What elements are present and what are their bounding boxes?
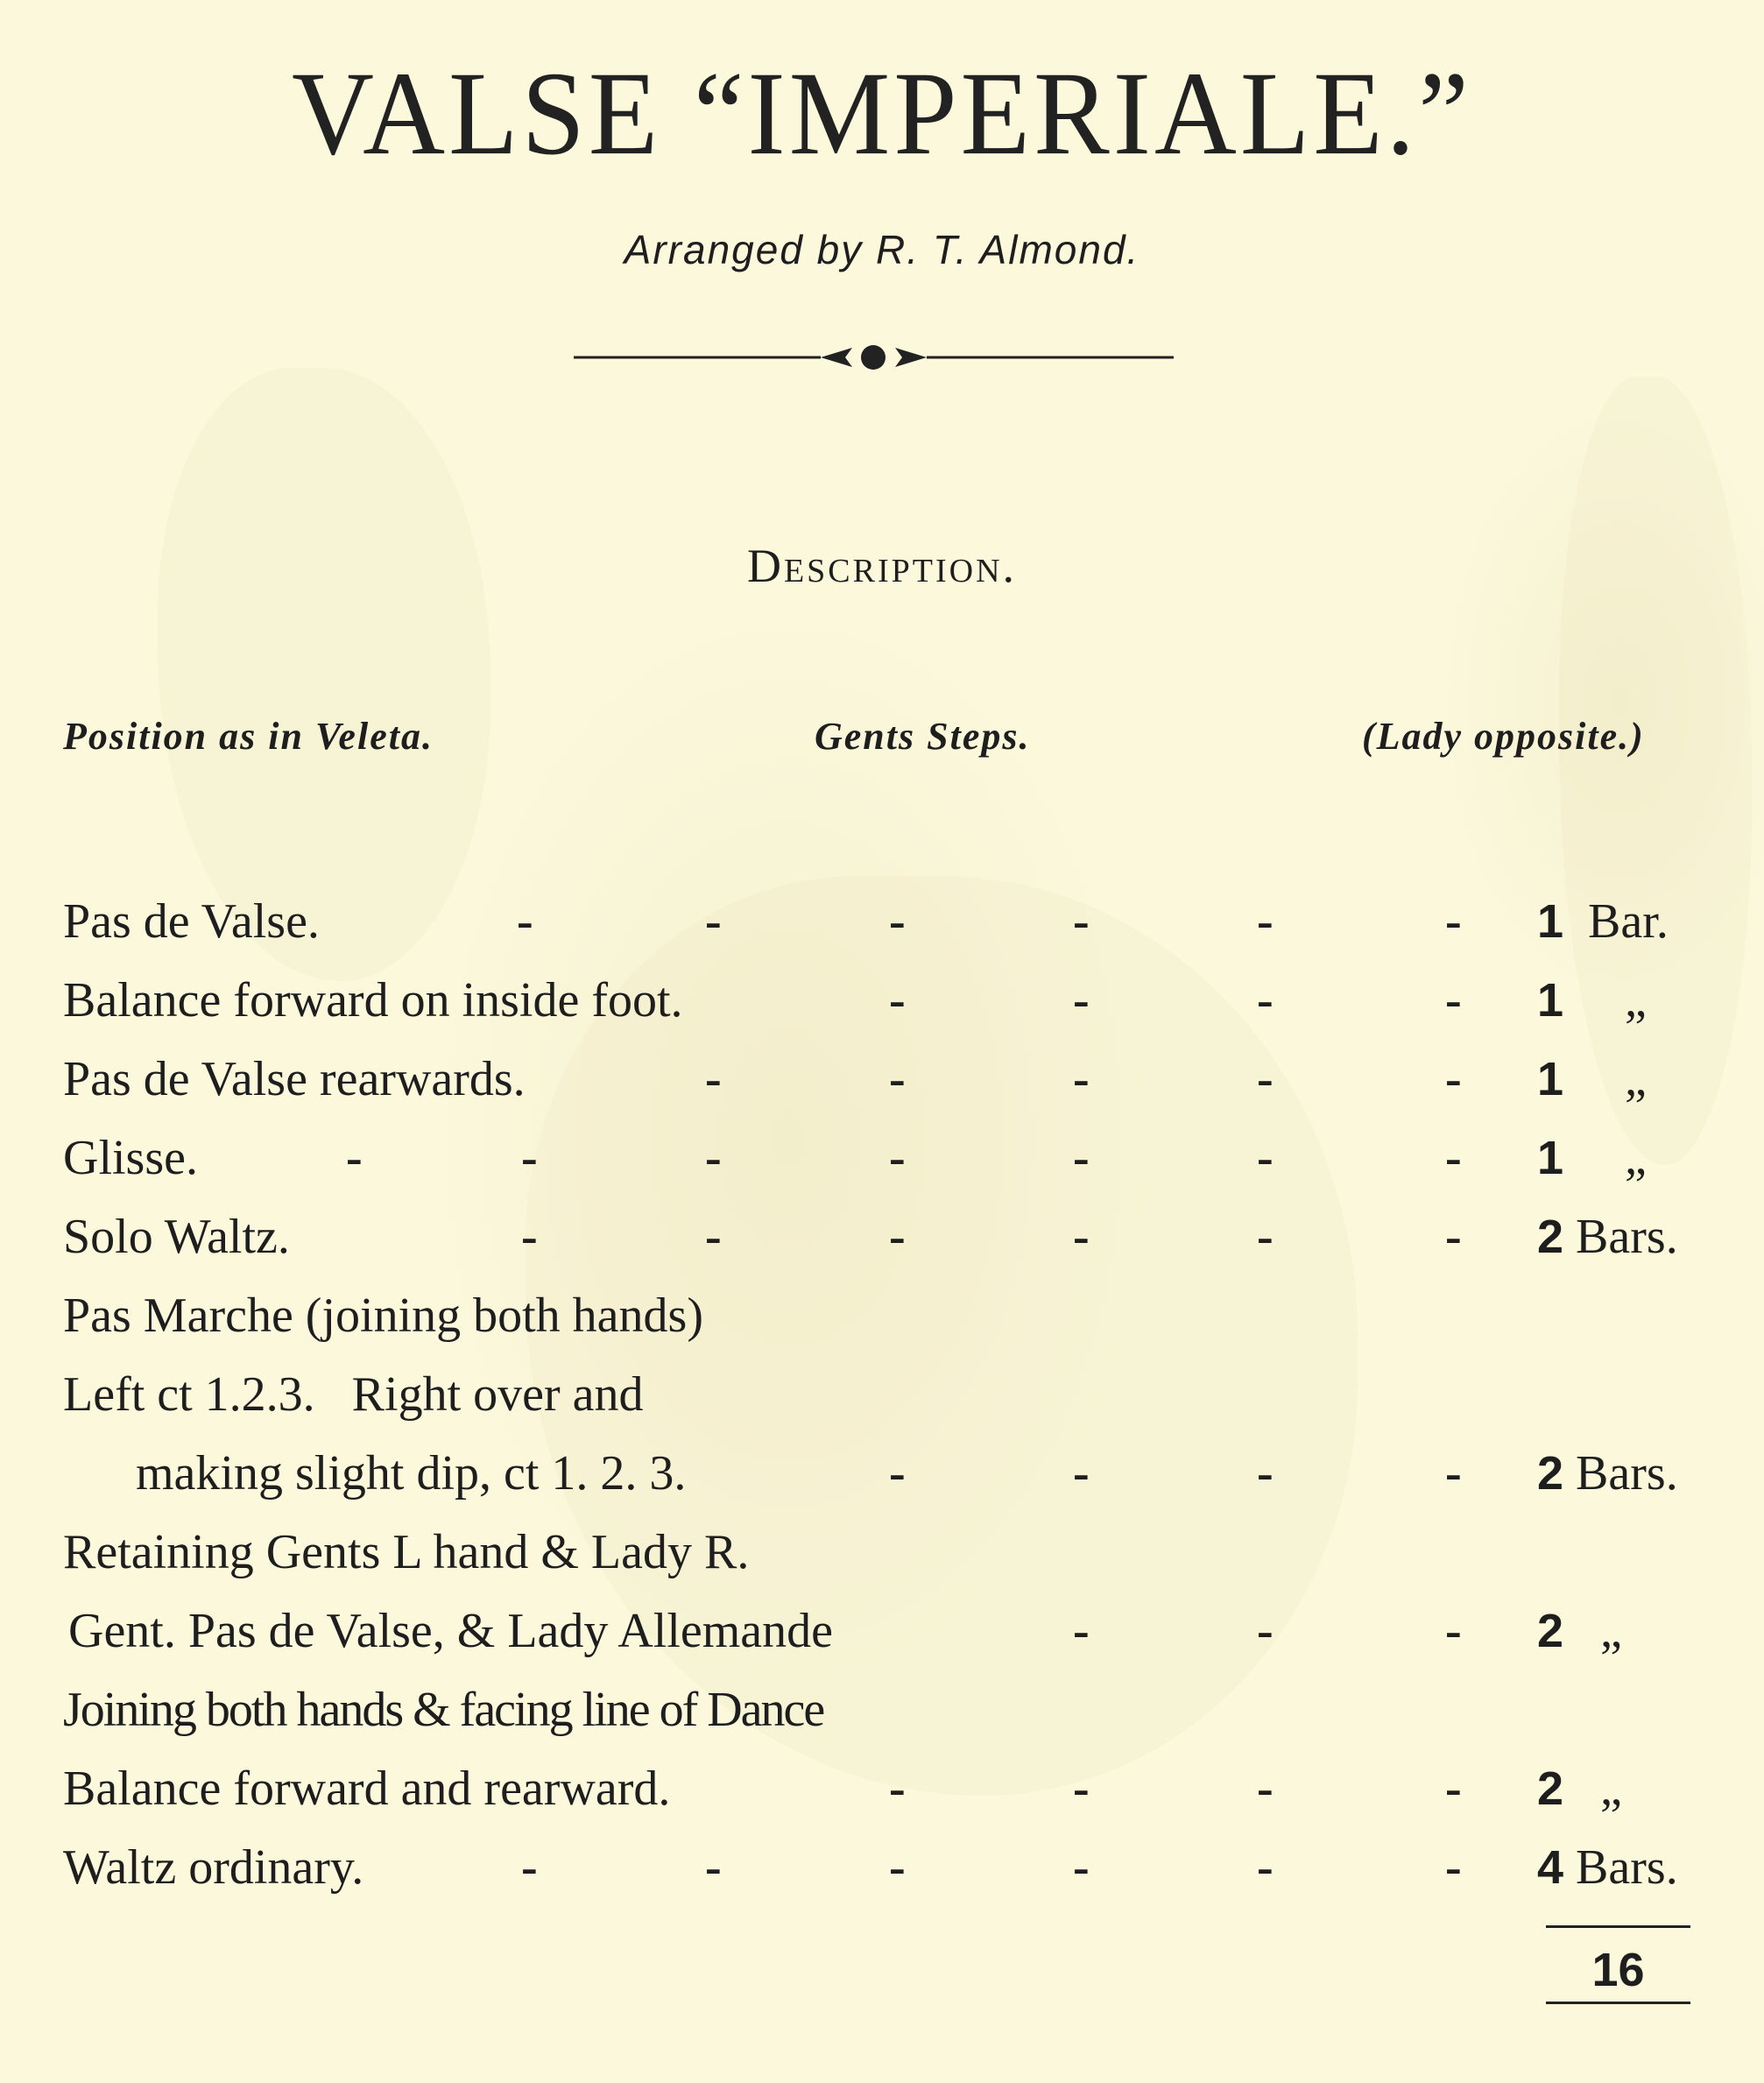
bar-count: 4 Bars.: [1537, 1840, 1678, 1895]
step-row: [0, 1288, 1764, 1358]
ornament-divider-icon: [574, 335, 1174, 379]
leader-dash: -: [1257, 1446, 1274, 1500]
step-row: [0, 1524, 1764, 1594]
step-row: [0, 1603, 1764, 1673]
bar-count: 2 „: [1537, 1604, 1622, 1658]
leader-dash: -: [705, 1840, 722, 1895]
step-row: [0, 1051, 1764, 1121]
step-row: [0, 1682, 1764, 1752]
leader-dash: -: [346, 1131, 363, 1185]
leader-dash: -: [889, 1840, 906, 1895]
step-description: Pas Marche (joining both hands): [63, 1289, 703, 1343]
leader-dash: -: [1073, 1604, 1090, 1658]
leader-dash: -: [705, 1052, 722, 1106]
column-header-position: Position as in Veleta.: [63, 715, 434, 758]
leader-dash: -: [889, 973, 906, 1027]
step-row: [0, 1366, 1764, 1437]
leader-dash: -: [1257, 1131, 1274, 1185]
background-figure-shadow: [158, 368, 490, 981]
leader-dash: -: [1445, 1762, 1462, 1816]
step-description: Balance forward and rearward.: [63, 1762, 671, 1816]
section-heading: Description.: [746, 540, 1018, 592]
leader-dash: -: [1257, 1604, 1274, 1658]
bar-count: 2 Bars.: [1537, 1446, 1678, 1500]
leader-dash: -: [1073, 1052, 1090, 1106]
bar-count: 1 „: [1537, 973, 1647, 1027]
leader-dash: -: [1445, 1131, 1462, 1185]
background-figure-shadow: [1559, 377, 1752, 1165]
leader-dash: -: [889, 1052, 906, 1106]
leader-dash: -: [1073, 894, 1090, 949]
leader-dash: -: [1445, 973, 1462, 1027]
leader-dash: -: [705, 894, 722, 949]
step-description: Waltz ordinary.: [63, 1840, 364, 1895]
step-row: [0, 893, 1764, 964]
leader-dash: -: [521, 1131, 538, 1185]
bar-count: 2 Bars.: [1537, 1210, 1678, 1264]
step-row: [0, 1839, 1764, 1910]
step-row: [0, 1130, 1764, 1200]
leader-dash: -: [1257, 1840, 1274, 1895]
leader-dash: -: [1445, 894, 1462, 949]
step-description: Solo Waltz.: [63, 1210, 290, 1264]
leader-dash: -: [521, 1840, 538, 1895]
arranger-credit: Arranged by R. T. Almond.: [624, 227, 1140, 272]
leader-dash: -: [517, 894, 533, 949]
leader-dash: -: [1257, 1762, 1274, 1816]
bar-count: 1 Bar.: [1537, 894, 1669, 949]
leader-dash: -: [889, 1131, 906, 1185]
total-bars: 16: [1591, 1944, 1645, 1996]
leader-dash: -: [1073, 1762, 1090, 1816]
step-row: [0, 972, 1764, 1042]
step-description: making slight dip, ct 1. 2. 3.: [136, 1446, 687, 1500]
step-description: Joining both hands & facing line of Dance: [63, 1683, 824, 1737]
bar-count: 1 „: [1537, 1052, 1647, 1106]
bar-count: 2 „: [1537, 1762, 1622, 1816]
leader-dash: -: [1445, 1446, 1462, 1500]
bar-count: 1 „: [1537, 1131, 1647, 1185]
leader-dash: -: [889, 1762, 906, 1816]
page-title: VALSE “IMPERIALE.”: [292, 47, 1472, 180]
step-row: [0, 1209, 1764, 1279]
step-description: Pas de Valse rearwards.: [63, 1052, 526, 1106]
leader-dash: -: [521, 1210, 538, 1264]
leader-dash: -: [889, 1210, 906, 1264]
column-header-gents: Gents Steps.: [815, 715, 1031, 758]
leader-dash: -: [1257, 1052, 1274, 1106]
leader-dash: -: [1445, 1840, 1462, 1895]
leader-dash: -: [1073, 1840, 1090, 1895]
leader-dash: -: [1073, 973, 1090, 1027]
step-description: Glisse.: [63, 1131, 198, 1185]
step-description: Pas de Valse.: [63, 894, 320, 949]
leader-dash: -: [1445, 1604, 1462, 1658]
leader-dash: -: [889, 894, 906, 949]
leader-dash: -: [1257, 973, 1274, 1027]
leader-dash: -: [1445, 1210, 1462, 1264]
leader-dash: -: [705, 1131, 722, 1185]
step-description: Balance forward on inside foot.: [63, 973, 683, 1027]
step-description: Retaining Gents L hand & Lady R.: [63, 1525, 750, 1579]
leader-dash: -: [1073, 1210, 1090, 1264]
leader-dash: -: [889, 1446, 906, 1500]
total-rule-top: [1546, 1925, 1690, 1928]
column-header-lady: (Lady opposite.): [1362, 715, 1645, 758]
total-rule-bottom: [1546, 2002, 1690, 2004]
leader-dash: -: [1257, 1210, 1274, 1264]
step-row: [0, 1445, 1764, 1515]
leader-dash: -: [1073, 1131, 1090, 1185]
leader-dash: -: [1257, 894, 1274, 949]
step-description: Left ct 1.2.3. Right over and: [63, 1367, 644, 1422]
leader-dash: -: [1445, 1052, 1462, 1106]
leader-dash: -: [705, 1210, 722, 1264]
step-row: [0, 1761, 1764, 1831]
step-description: Gent. Pas de Valse, & Lady Allemande: [68, 1604, 834, 1658]
leader-dash: -: [1073, 1446, 1090, 1500]
